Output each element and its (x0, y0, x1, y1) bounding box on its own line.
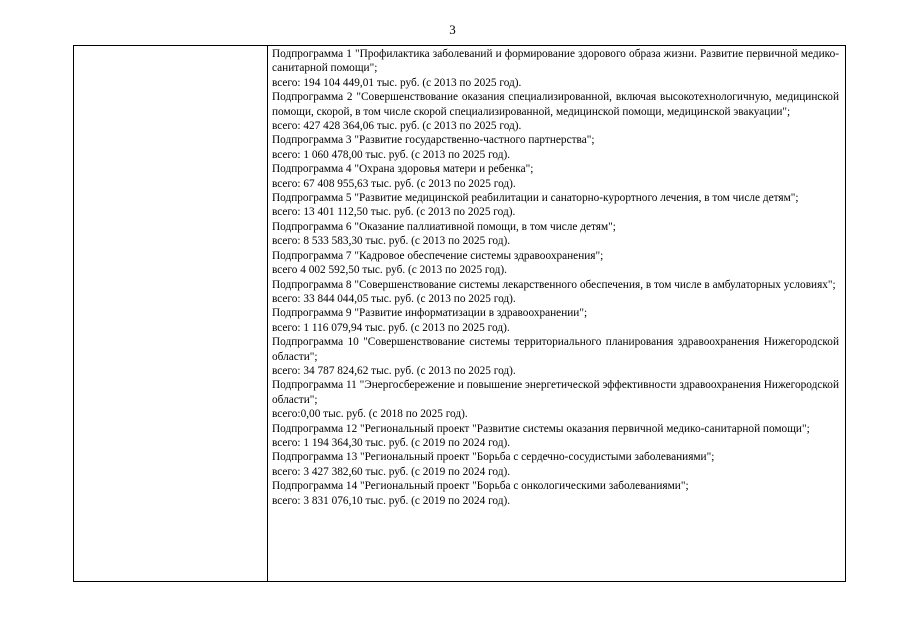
subprogram-total: всего: 1 116 079,94 тыс. руб. (с 2013 по 2025 год). (272, 321, 510, 334)
subprogram-entry (272, 162, 839, 191)
subprogram-entry (272, 306, 839, 335)
subprogram-title: Подпрограмма 6 "Оказание паллиативной помощи, в том числе детям"; (272, 220, 616, 233)
subprogram-total: всего: 1 194 364,30 тыс. руб. (с 2019 по 2024 год). (272, 436, 511, 449)
subprogram-entry (272, 47, 839, 90)
subprogram-total: всего:0,00 тыс. руб. (с 2018 по 2025 год). (272, 408, 468, 421)
subprogram-total: всего: 1 060 478,00 тыс. руб. (с 2013 по 2025 год). (272, 148, 511, 161)
subprogram-entry (272, 133, 839, 162)
subprogram-entry (272, 335, 839, 378)
subprogram-title: Подпрограмма 14 "Региональный проект "Борьба с онкологическими заболеваниями"; (272, 480, 689, 493)
subprogram-title: Подпрограмма 9 "Развитие информатизации в здравоохранении"; (272, 307, 588, 320)
subprogram-title: Подпрограмма 2 "Совершенствование оказания специализированной, включая высокотехнологичную, медицинской помощи, скорой, в том числе скорой специализированной, медицинской помощи, медицинской эвакуации"; (272, 91, 839, 118)
subprogram-total: всего: 3 427 382,60 тыс. руб. (с 2019 по 2024 год). (272, 465, 511, 478)
subprogram-total: всего: 33 844 044,05 тыс. руб. (с 2013 по 2025 год). (272, 292, 516, 305)
subprogram-title: Подпрограмма 8 "Совершенствование системы лекарственного обеспечения, в том числе в амбулаторных условиях"; (272, 278, 836, 291)
page-number: 3 (449, 22, 456, 37)
subprogram-title: Подпрограмма 1 "Профилактика заболеваний и формирование здорового образа жизни. Развитие первичной медико-санитарной помощи"; (272, 48, 839, 75)
subprogram-title: Подпрограмма 11 "Энергосбережение и повышение энергетической эффективности здравоохранения Нижегородской области"; (272, 379, 839, 406)
subprogram-total: всего: 427 428 364,06 тыс. руб. (с 2013 по 2025 год). (272, 120, 522, 133)
subprogram-entry (272, 249, 839, 278)
subprogram-entry (272, 479, 839, 508)
subprogram-entry (272, 378, 839, 421)
subprogram-total: всего: 8 533 583,30 тыс. руб. (с 2013 по 2025 год). (272, 235, 511, 248)
subprogram-entry (272, 422, 839, 451)
subprogram-entry (272, 191, 839, 220)
subprogram-title: Подпрограмма 10 "Совершенствование системы территориального планирования здравоохранения Нижегородской области"; (272, 336, 839, 363)
subprogram-title: Подпрограмма 3 "Развитие государственно-частного партнерства"; (272, 134, 595, 147)
subprogram-entry (272, 220, 839, 249)
subprogram-entry (272, 450, 839, 479)
subprogram-entry (272, 90, 839, 133)
subprogram-total: всего: 194 104 449,01 тыс. руб. (с 2013 по 2025 год). (272, 76, 522, 89)
subprogram-title: Подпрограмма 5 "Развитие медицинской реабилитации и санаторно-курортного лечения, в том числе детям"; (272, 192, 799, 205)
subprogram-total: всего: 67 408 955,63 тыс. руб. (с 2013 по 2025 год). (272, 177, 516, 190)
document-table (73, 45, 846, 582)
subprogram-title: Подпрограмма 4 "Охрана здоровья матери и ребенка"; (272, 163, 534, 176)
subprogram-total: всего: 34 787 824,62 тыс. руб. (с 2013 по 2025 год). (272, 364, 516, 377)
table-left-cell (74, 46, 268, 581)
subprogram-total: всего: 13 401 112,50 тыс. руб. (с 2013 по 2025 год). (272, 206, 516, 219)
subprogram-total: всего: 3 831 076,10 тыс. руб. (с 2019 по 2024 год). (272, 494, 511, 507)
subprogram-title: Подпрограмма 13 "Региональный проект "Борьба с сердечно-сосудистыми заболеваниями"; (272, 451, 715, 464)
subprogram-title: Подпрограмма 12 "Региональный проект "Развитие системы оказания первичной медико-санитарной помощи"; (272, 422, 810, 435)
subprogram-entry (272, 278, 839, 307)
table-right-cell (268, 46, 845, 581)
subprogram-title: Подпрограмма 7 "Кадровое обеспечение системы здравоохранения"; (272, 249, 604, 262)
subprogram-total: всего 4 002 592,50 тыс. руб. (с 2013 по 2025 год). (272, 264, 507, 277)
